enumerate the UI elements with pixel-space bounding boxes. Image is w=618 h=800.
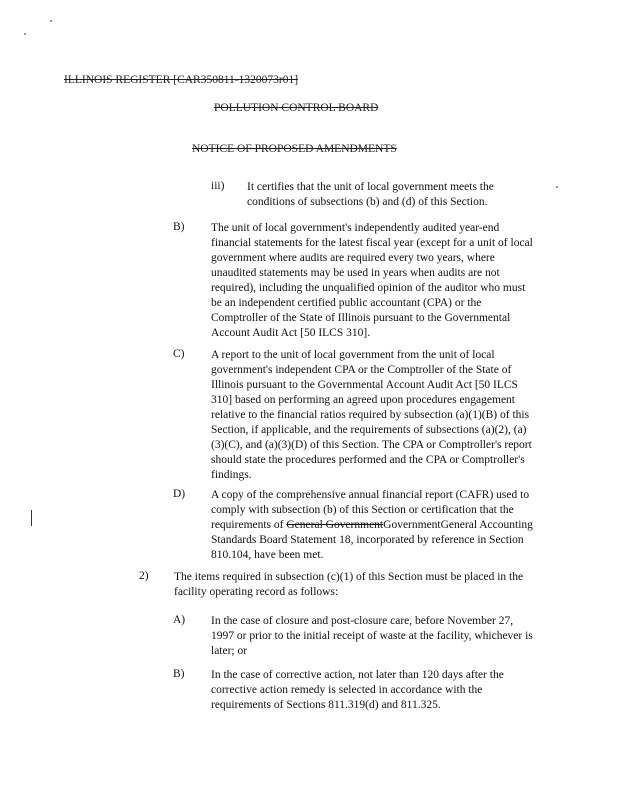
item-text — [211, 488, 537, 563]
struck-text: General Government — [286, 519, 384, 531]
item-text: In the case of corrective action, not later than 120 days after the corrective action remedy is selected in accordance with the requirements of Sections 811.319(d) and 811.325. — [211, 669, 504, 711]
notice-header: NOTICE OF PROPOSED AMENDMENTS — [192, 143, 397, 155]
item-text: It certifies that the unit of local government meets the conditions of subsections (b) and (d) of this Section. — [247, 181, 494, 208]
item-text-part: GovernmentGeneral Accounting Standards Board Statement 18, incorporated by reference in Section 810.104, have been met. — [211, 519, 533, 561]
revision-bar — [31, 510, 32, 526]
item-text-part: A copy of the comprehensive annual financial report (CAFR) used to comply with subsection (b) of this Section or certification that the requirements of — [211, 489, 530, 531]
item-label: iii) — [211, 180, 225, 192]
scan-speck — [556, 186, 558, 188]
item-label: 2) — [139, 570, 149, 582]
register-header: ILLINOIS REGISTER [CAR350811-1320073r01] — [64, 74, 299, 86]
item-label: B) — [173, 668, 185, 680]
scan-speck — [24, 33, 26, 35]
item-text: The unit of local government's independently audited year-end financial statements for the latest fiscal year (except for a unit of local government where audits are required every two years, where unaudited statements may be used in years when audits are not required), including the unqualified opinion of the auditor who must be an independent certified public accountant (CPA) or the Comptroller of the State of Illinois pursuant to the Governmental Account Audit Act [50 ILCS 310]. — [211, 222, 533, 339]
item-label: D) — [173, 488, 186, 500]
item-text: The items required in subsection (c)(1) of this Section must be placed in the facility operating record as follows: — [174, 571, 524, 598]
item-label: C) — [173, 348, 185, 360]
scan-speck — [50, 20, 52, 22]
item-label: B) — [173, 221, 185, 233]
agency-header: POLLUTION CONTROL BOARD — [214, 102, 379, 114]
item-text: In the case of closure and post-closure care, before November 27, 1997 or prior to the initial receipt of waste at the facility, whichever is later; or — [211, 615, 533, 657]
item-label: A) — [173, 614, 186, 626]
item-text: A report to the unit of local government from the unit of local government's independent CPA or the Comptroller of the State of Illinois pursuant to the Governmental Account Audit Act [50 ILCS 310] based on performing an agreed upon procedures engagement relative to the financial ratios required by subsection (a)(1)(B) of this Section, if applicable, and the requirements of subsections (a)(2), (a)(3)(C), and (a)(3)(D) of this Section. The CPA or Comptroller's report should state the procedures performed and the CPA or Comptroller's findings. — [211, 349, 532, 481]
